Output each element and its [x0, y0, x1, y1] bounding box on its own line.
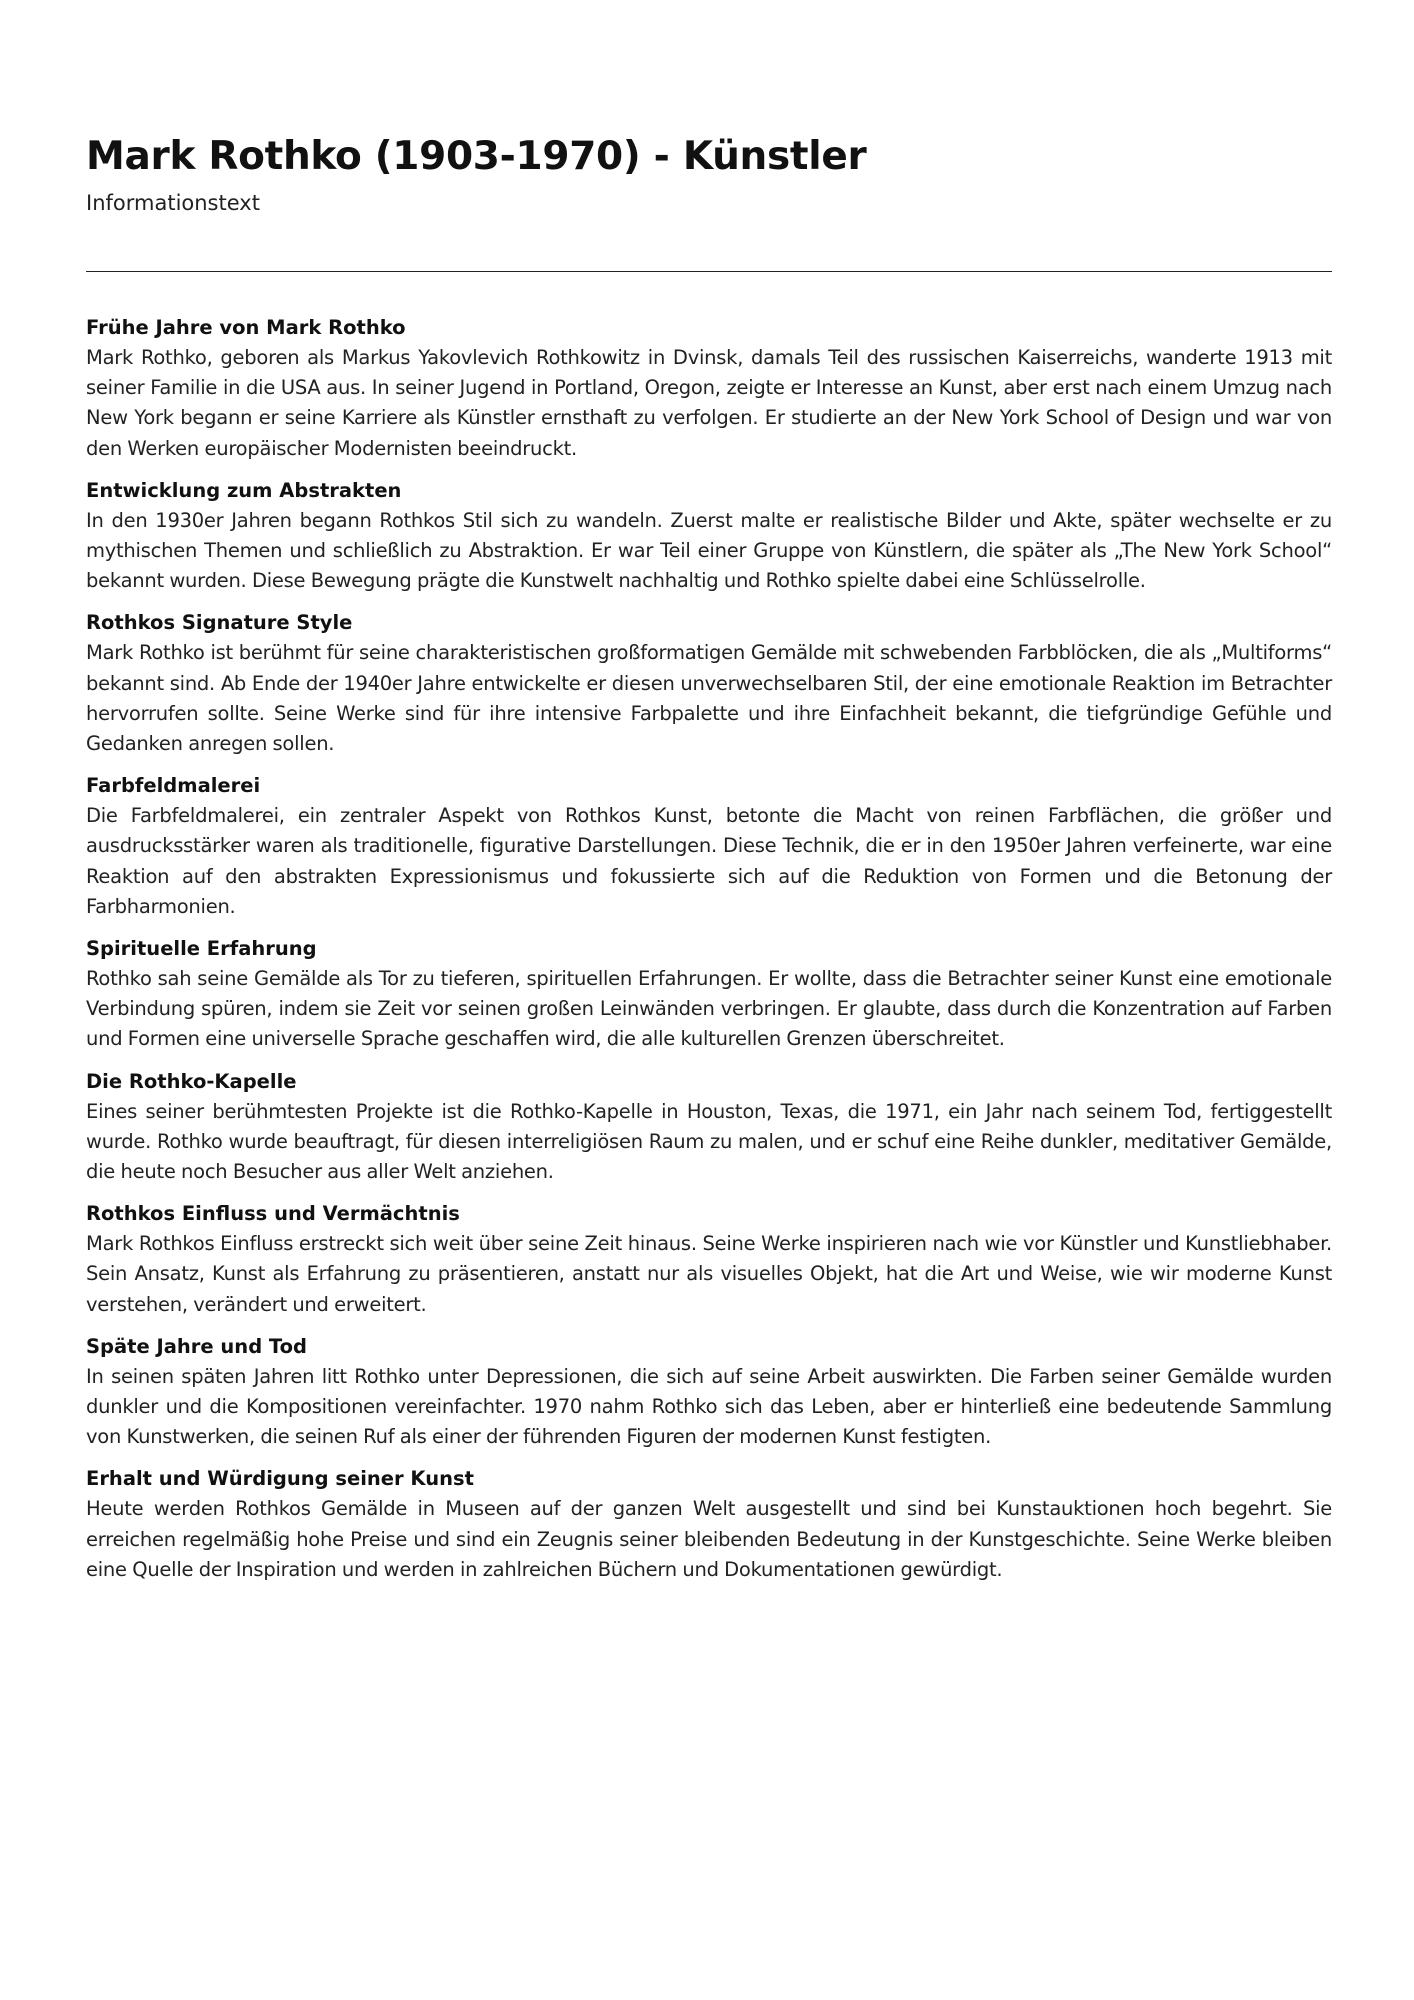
section-spaete-jahre [86, 1332, 1332, 1453]
section-heading: Späte Jahre und Tod [86, 1334, 308, 1358]
section-body: Die Farbfeldmalerei, ein zentraler Aspekt von Rothkos Kunst, betonte die Macht von reinen Farbflächen, die größer und ausdrucksstärker waren als traditionelle, figurative Darstellungen. Diese Technik, die er in den 1950er Jahren verfeinerte, war eine Reaktion auf den abstrakten Expressionismus und fokussierte sich auf die Reduktion von Formen und die Betonung der Farbharmonien. [86, 804, 1332, 918]
section-body: Mark Rothko ist berühmt für seine charakteristischen großformatigen Gemälde mit schwebenden Farbblöcken, die als „Multiforms“ bekannt sind. Ab Ende der 1940er Jahre entwickelte er diesen unverwechselbaren Stil, der eine emotionale Reaktion im Betrachter hervorrufen sollte. Seine Werke sind für ihre intensive Farbpalette und ihre Einfachheit bekannt, die tiefgründige Gefühle und Gedanken anregen sollen. [86, 641, 1332, 756]
section-entwicklung [86, 476, 1332, 597]
section-heading: Erhalt und Würdigung seiner Kunst [86, 1467, 474, 1491]
section-body: Eines seiner berühmtesten Projekte ist die Rothko-Kapelle in Houston, Texas, die 1971, ein Jahr nach seinem Tod, fertiggestellt wurde. Rothko wurde beauftragt, für diesen interreligiösen Raum zu malen, und er schuf eine Reihe dunkler, meditativer Gemälde, die heute noch Besucher aus aller Welt anziehen. [86, 1099, 1332, 1184]
section-einfluss [86, 1199, 1332, 1320]
section-body: Mark Rothkos Einfluss erstreckt sich weit über seine Zeit hinaus. Seine Werke inspirieren nach wie vor Künstler und Kunstliebhaber. Sein Ansatz, Kunst als Erfahrung zu präsentieren, anstatt nur als visuelles Objekt, hat die Art und Weise, wie wir moderne Kunst verstehen, verändert und erweitert. [86, 1232, 1332, 1316]
section-rothko-kapelle [86, 1067, 1332, 1188]
section-body: Heute werden Rothkos Gemälde in Museen auf der ganzen Welt ausgestellt und sind bei Kunstauktionen hoch begehrt. Sie erreichen regelmäßig hohe Preise und sind ein Zeugnis seiner bleibenden Bedeutung in der Kunstgeschichte. Seine Werke bleiben eine Quelle der Inspiration und werden in zahlreichen Büchern und Dokumentationen gewürdigt. [86, 1497, 1332, 1581]
page-subtitle: Informationstext [86, 191, 260, 215]
content-sections [86, 313, 1332, 1597]
page-title: Mark Rothko (1903-1970) - Künstler [86, 134, 867, 179]
section-body: Mark Rothko, geboren als Markus Yakovlevich Rothkowitz in Dvinsk, damals Teil des russischen Kaiserreichs, wanderte 1913 mit seiner Familie in die USA aus. In seiner Jugend in Portland, Oregon, zeigte er Interesse an Kunst, aber erst nach einem Umzug nach New York begann er seine Karriere als Künstler ernsthaft zu verfolgen. Er studierte an der New York School of Design und war von den Werken europäischer Modernisten beeindruckt. [86, 346, 1332, 460]
section-body: In seinen späten Jahren litt Rothko unter Depressionen, die sich auf seine Arbeit auswirkten. Die Farben seiner Gemälde wurden dunkler und die Kompositionen vereinfachter. 1970 nahm Rothko sich das Leben, aber er hinterließ eine bedeutende Sammlung von Kunstwerken, die seinen Ruf als einer der führenden Figuren der modernen Kunst festigten. [86, 1364, 1332, 1449]
section-heading: Die Rothko-Kapelle [86, 1069, 297, 1093]
section-fruehe-jahre [86, 313, 1332, 464]
section-signature-style [86, 608, 1332, 759]
title-divider [86, 271, 1332, 272]
section-heading: Farbfeldmalerei [86, 774, 261, 798]
section-spirituelle-erfahrung [86, 934, 1332, 1055]
section-body: Rothko sah seine Gemälde als Tor zu tieferen, spirituellen Erfahrungen. Er wollte, dass die Betrachter seiner Kunst eine emotionale Verbindung spüren, indem sie Zeit vor seinen großen Leinwänden verbringen. Er glaubte, dass durch die Konzentration auf Farben und Formen eine universelle Sprache geschaffen wird, die alle kulturellen Grenzen überschreitet. [86, 967, 1332, 1051]
section-body: In den 1930er Jahren begann Rothkos Stil sich zu wandeln. Zuerst malte er realistische Bilder und Akte, später wechselte er zu mythischen Themen und schließlich zu Abstraktion. Er war Teil einer Gruppe von Künstlern, die später als „The New York School“ bekannt wurden. Diese Bewegung prägte die Kunstwelt nachhaltig und Rothko spielte dabei eine Schlüsselrolle. [86, 508, 1332, 593]
section-heading: Entwicklung zum Abstrakten [86, 478, 402, 502]
section-farbfeldmalerei [86, 771, 1332, 922]
section-erhalt [86, 1464, 1332, 1585]
section-heading: Rothkos Signature Style [86, 611, 353, 635]
section-heading: Frühe Jahre von Mark Rothko [86, 316, 406, 339]
section-heading: Rothkos Einfluss und Vermächtnis [86, 1202, 460, 1226]
section-heading: Spirituelle Erfahrung [86, 937, 317, 961]
